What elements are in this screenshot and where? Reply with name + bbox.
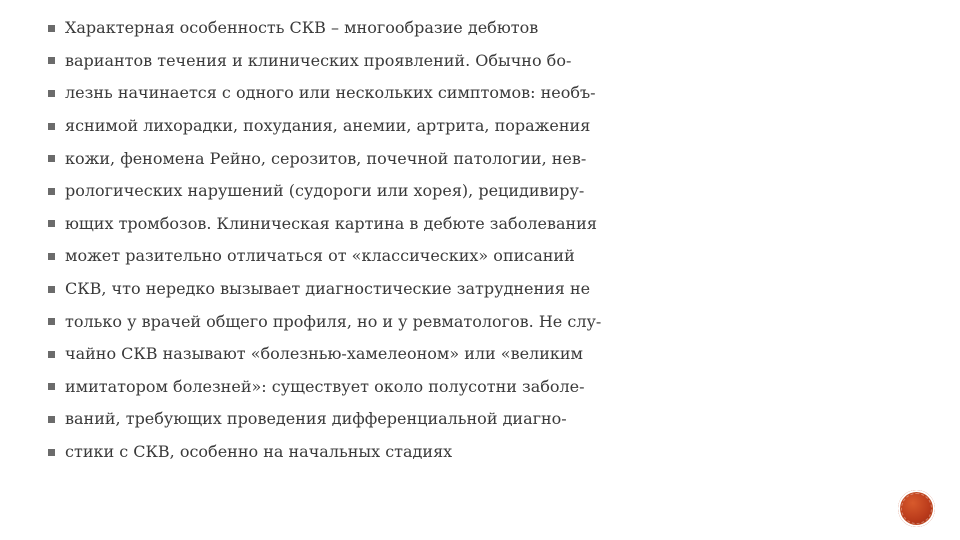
bullet-text: лезнь начинается с одного или нескольких симптомов: необъ- [65, 83, 596, 103]
bullet-line [48, 273, 668, 306]
square-bullet-icon [48, 318, 55, 325]
square-bullet-icon [48, 286, 55, 293]
bullet-text: имитатором болезней»: существует около полусотни заболе- [65, 376, 585, 396]
bullet-line [48, 110, 668, 143]
bullet-text: рологических нарушений (судороги или хорея), рецидивиру- [65, 181, 585, 201]
square-bullet-icon [48, 155, 55, 162]
bullet-line [48, 371, 668, 404]
square-bullet-icon [48, 25, 55, 32]
square-bullet-icon [48, 416, 55, 423]
square-bullet-icon [48, 220, 55, 227]
bullet-line [48, 208, 668, 241]
bullet-line [48, 403, 668, 436]
bullet-text: СКВ, что нередко вызывает диагностические затруднения не [65, 279, 591, 299]
bullet-text: вариантов течения и клинических проявлений. Обычно бо- [65, 50, 572, 70]
square-bullet-icon [48, 449, 55, 456]
bullet-list [48, 12, 668, 468]
bullet-line [48, 142, 668, 175]
page-number-badge-icon [898, 490, 935, 527]
bullet-line [48, 12, 668, 45]
bullet-line [48, 175, 668, 208]
bullet-line [48, 436, 668, 469]
bullet-line [48, 338, 668, 371]
square-bullet-icon [48, 188, 55, 195]
bullet-line [48, 77, 668, 110]
bullet-text: ваний, требующих проведения дифференциальной диагно- [65, 409, 567, 429]
bullet-line [48, 240, 668, 273]
bullet-line [48, 305, 668, 338]
bullet-text: кожи, феномена Рейно, серозитов, почечной патологии, нев- [65, 148, 587, 168]
square-bullet-icon [48, 351, 55, 358]
bullet-line [48, 45, 668, 78]
bullet-text: может разительно отличаться от «классических» описаний [65, 246, 575, 266]
bullet-text: яснимой лихорадки, похудания, анемии, артрита, поражения [65, 116, 591, 136]
bullet-text: чайно СКВ называют «болезнью-хамелеоном» или «великим [65, 344, 583, 364]
bullet-text: стики с СКВ, особенно на начальных стадиях [65, 442, 453, 462]
square-bullet-icon [48, 90, 55, 97]
bullet-text: только у врачей общего профиля, но и у ревматологов. Не слу- [65, 311, 602, 331]
bullet-text: ющих тромбозов. Клиническая картина в дебюте заболевания [65, 213, 597, 233]
square-bullet-icon [48, 383, 55, 390]
square-bullet-icon [48, 253, 55, 260]
bullet-text: Характерная особенность СКВ – многообразие дебютов [65, 18, 539, 38]
square-bullet-icon [48, 123, 55, 130]
square-bullet-icon [48, 57, 55, 64]
